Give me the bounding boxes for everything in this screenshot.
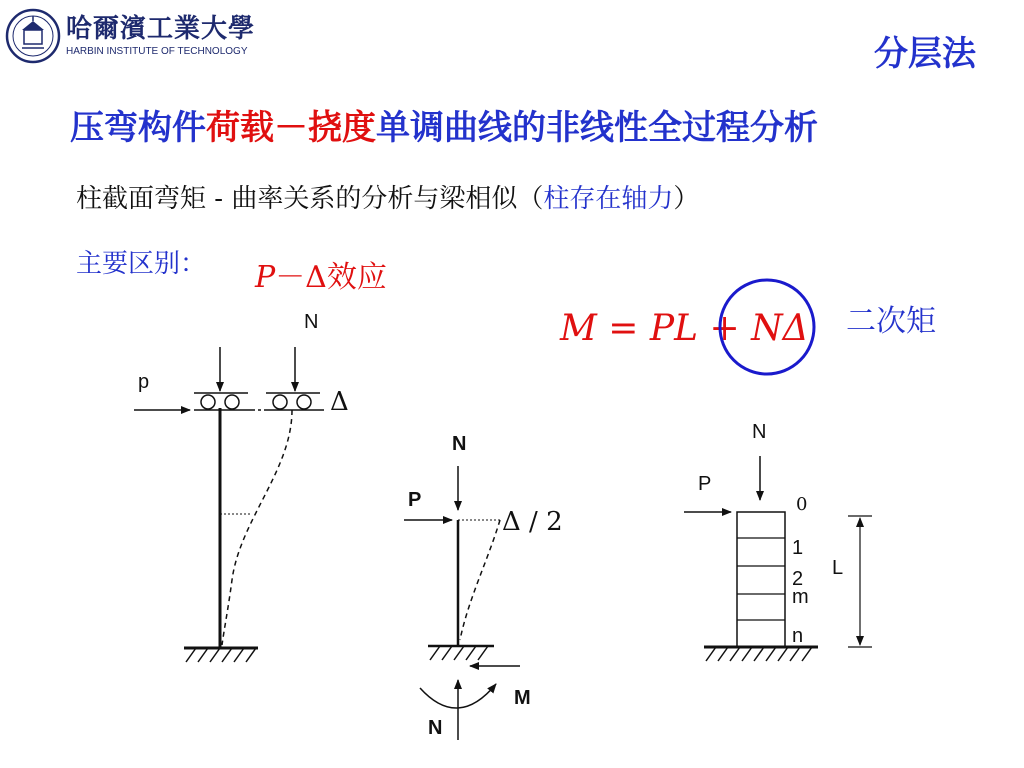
diagram-2-half-sway-label: Δ / 2 bbox=[502, 507, 563, 537]
level-label-n: n bbox=[792, 625, 804, 647]
fixed-base-1-hatch bbox=[186, 648, 256, 662]
fixed-base-2-hatch bbox=[430, 646, 488, 660]
level-label-2: 2 bbox=[792, 568, 804, 590]
deflected-shape-curve-2 bbox=[460, 520, 500, 640]
diagram-1-sway-label: Δ bbox=[330, 387, 349, 417]
diagram-3-lateral-label: P bbox=[698, 473, 712, 495]
diagram-2-axial-top-label: N bbox=[452, 433, 467, 455]
moment-formula: M = PL + NΔ bbox=[560, 308, 809, 349]
university-logo-chinese: 哈爾濱工業大學 bbox=[66, 14, 256, 44]
deflected-shape-curve bbox=[222, 410, 292, 645]
diagram-3-segmented-column bbox=[684, 421, 872, 661]
subtitle-close: ） bbox=[673, 184, 700, 214]
second-order-moment-label: 二次矩 bbox=[846, 304, 936, 339]
diagram-2-free-body bbox=[404, 433, 563, 740]
level-label-m: m bbox=[792, 586, 809, 608]
roller-1-wheel-a bbox=[201, 395, 215, 409]
segmented-column-body bbox=[737, 512, 785, 647]
level-label-1: 1 bbox=[792, 537, 804, 559]
roller-2-wheel-a bbox=[273, 395, 287, 409]
fixed-base-3-hatch bbox=[706, 647, 812, 661]
diagram-2-lateral-label: P bbox=[408, 489, 422, 511]
roller-1-wheel-b bbox=[225, 395, 239, 409]
diagram-2-axial-bottom-label: N bbox=[428, 717, 443, 739]
main-difference-label: 主要区别： bbox=[76, 249, 207, 279]
level-label-0: 0 bbox=[796, 494, 808, 515]
p-delta-effect-rest: －Δ效应 bbox=[275, 260, 387, 295]
subtitle-highlight: 柱存在轴力 bbox=[543, 184, 674, 214]
section-title: 分层法 bbox=[874, 34, 976, 74]
diagram-1-axial-label: N bbox=[304, 311, 319, 333]
diagram-1-column-sway bbox=[134, 311, 349, 662]
university-logo-english: HARBIN INSTITUTE OF TECHNOLOGY bbox=[66, 46, 248, 57]
subtitle-text: 柱截面弯矩 - 曲率关系的分析与梁相似（ bbox=[76, 184, 544, 214]
title-part-2-highlight: 荷载－挠度 bbox=[206, 108, 376, 148]
diagram-2-moment-label: M bbox=[514, 687, 531, 709]
title-part-3: 单调曲线的非线性全过程分析 bbox=[376, 108, 818, 148]
diagram-1-lateral-label: p bbox=[138, 371, 150, 393]
n-delta-highlight-circle bbox=[720, 280, 814, 374]
diagram-3-axial-label: N bbox=[752, 421, 767, 443]
roller-2-wheel-b bbox=[297, 395, 311, 409]
p-delta-effect-p: P bbox=[255, 260, 276, 295]
diagram-3-length-label: L bbox=[832, 557, 844, 579]
title-part-1: 压弯构件 bbox=[70, 108, 206, 148]
